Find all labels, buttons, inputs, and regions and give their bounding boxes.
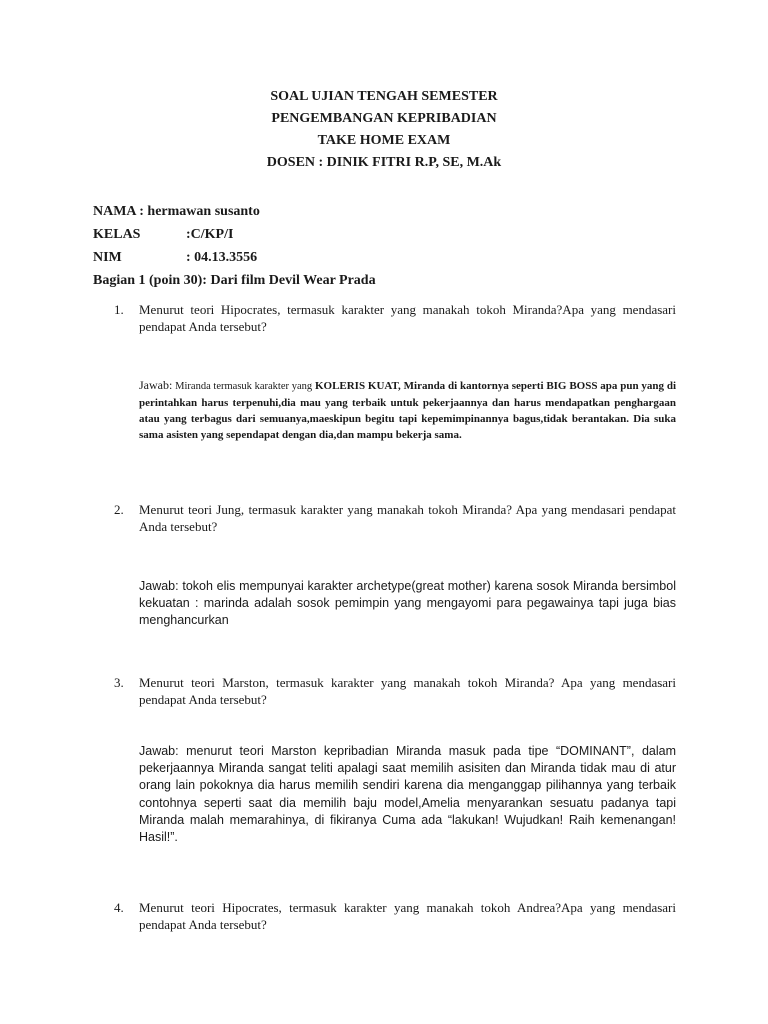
question-text: Menurut teori Hipocrates, termasuk karakter yang manakah tokoh Andrea?Apa yang mendasari pendapat Anda tersebut?: [139, 900, 676, 932]
student-name: [93, 200, 693, 223]
answer-2: Jawab: tokoh elis mempunyai karakter archetype(great mother) karena sosok Miranda bersimbol kekuatan : marinda adalah sosok pemimpin yang mengayomi para pegawainya tapi juga bias menghancurkan: [139, 579, 676, 628]
class-label: KELAS: [93, 227, 141, 242]
question-number: 2.: [114, 502, 124, 517]
answer-3: Jawab: menurut teori Marston kepribadian Miranda masuk pada tipe “DOMINANT”, dalam pekerjaannya Miranda sangat teliti apalagi saat memilih asisiten dan Miranda tidak mau di atur orang lain pokoknya dia harus memilih sendiri karena dia menganggap pilihannya yang terbaik contohnya seperti saat dia memilih baju model,Amelia menyarankan sesuatu padanya tapi Miranda malah memarahinya, di fikiranya Cuma ada “lakukan! Wujudkan! Raih kemenangan! Hasil!”.: [139, 744, 676, 845]
student-info: [93, 200, 693, 292]
question-text: Menurut teori Jung, termasuk karakter yang manakah tokoh Miranda? Apa yang mendasari pendapat Anda tersebut?: [139, 502, 676, 534]
nim-value: : 04.13.3556: [186, 250, 258, 265]
answer-1: [139, 377, 676, 443]
question-text: Menurut teori Hipocrates, termasuk karakter yang manakah tokoh Miranda?Apa yang mendasari pendapat Anda tersebut?: [139, 302, 676, 334]
nim-label: NIM: [93, 250, 122, 265]
question-text: Menurut teori Marston, termasuk karakter yang manakah tokoh Miranda? Apa yang mendasari pendapat Anda tersebut?: [139, 675, 676, 707]
lecturer-name: DOSEN : DINIK FITRI R.P, SE, M.Ak: [266, 155, 502, 170]
exam-title: SOAL UJIAN TENGAH SEMESTER: [270, 89, 498, 104]
section-heading-text: Bagian 1 (poin 30): Dari film Devil Wear Prada: [93, 273, 376, 288]
course-name: PENGEMBANGAN KEPRIBADIAN: [271, 111, 497, 126]
student-class: [93, 223, 693, 246]
answer-text-normal: Miranda termasuk karakter yang: [175, 381, 313, 392]
question-number: 3.: [114, 675, 124, 690]
answer-label: Jawab:: [139, 378, 173, 392]
exam-type: TAKE HOME EXAM: [317, 133, 451, 148]
question-number: 1.: [114, 302, 124, 317]
document-header: [0, 86, 768, 174]
section-heading: [93, 269, 693, 292]
answer-text-bold: KOLERIS KUAT, Miranda di kantornya seperti BIG BOSS apa pun yang di perintahkan harus terpenuhi,dia mau yang terbaik untuk pekerjaannya dan harus mendapatkan penghargaan atau yang terbagus dari semuanya,maeskipun begitu tapi kepemimpinannya bagus,tidak berantakan. Dia suka sama asisten yang sependapat dengan dia,dan mampu bekerja sama.: [139, 380, 677, 441]
question-number: 4.: [114, 900, 124, 915]
student-nim: [93, 246, 693, 269]
class-value: :C/KP/I: [186, 227, 234, 242]
student-name-text: NAMA : hermawan susanto: [93, 204, 260, 219]
